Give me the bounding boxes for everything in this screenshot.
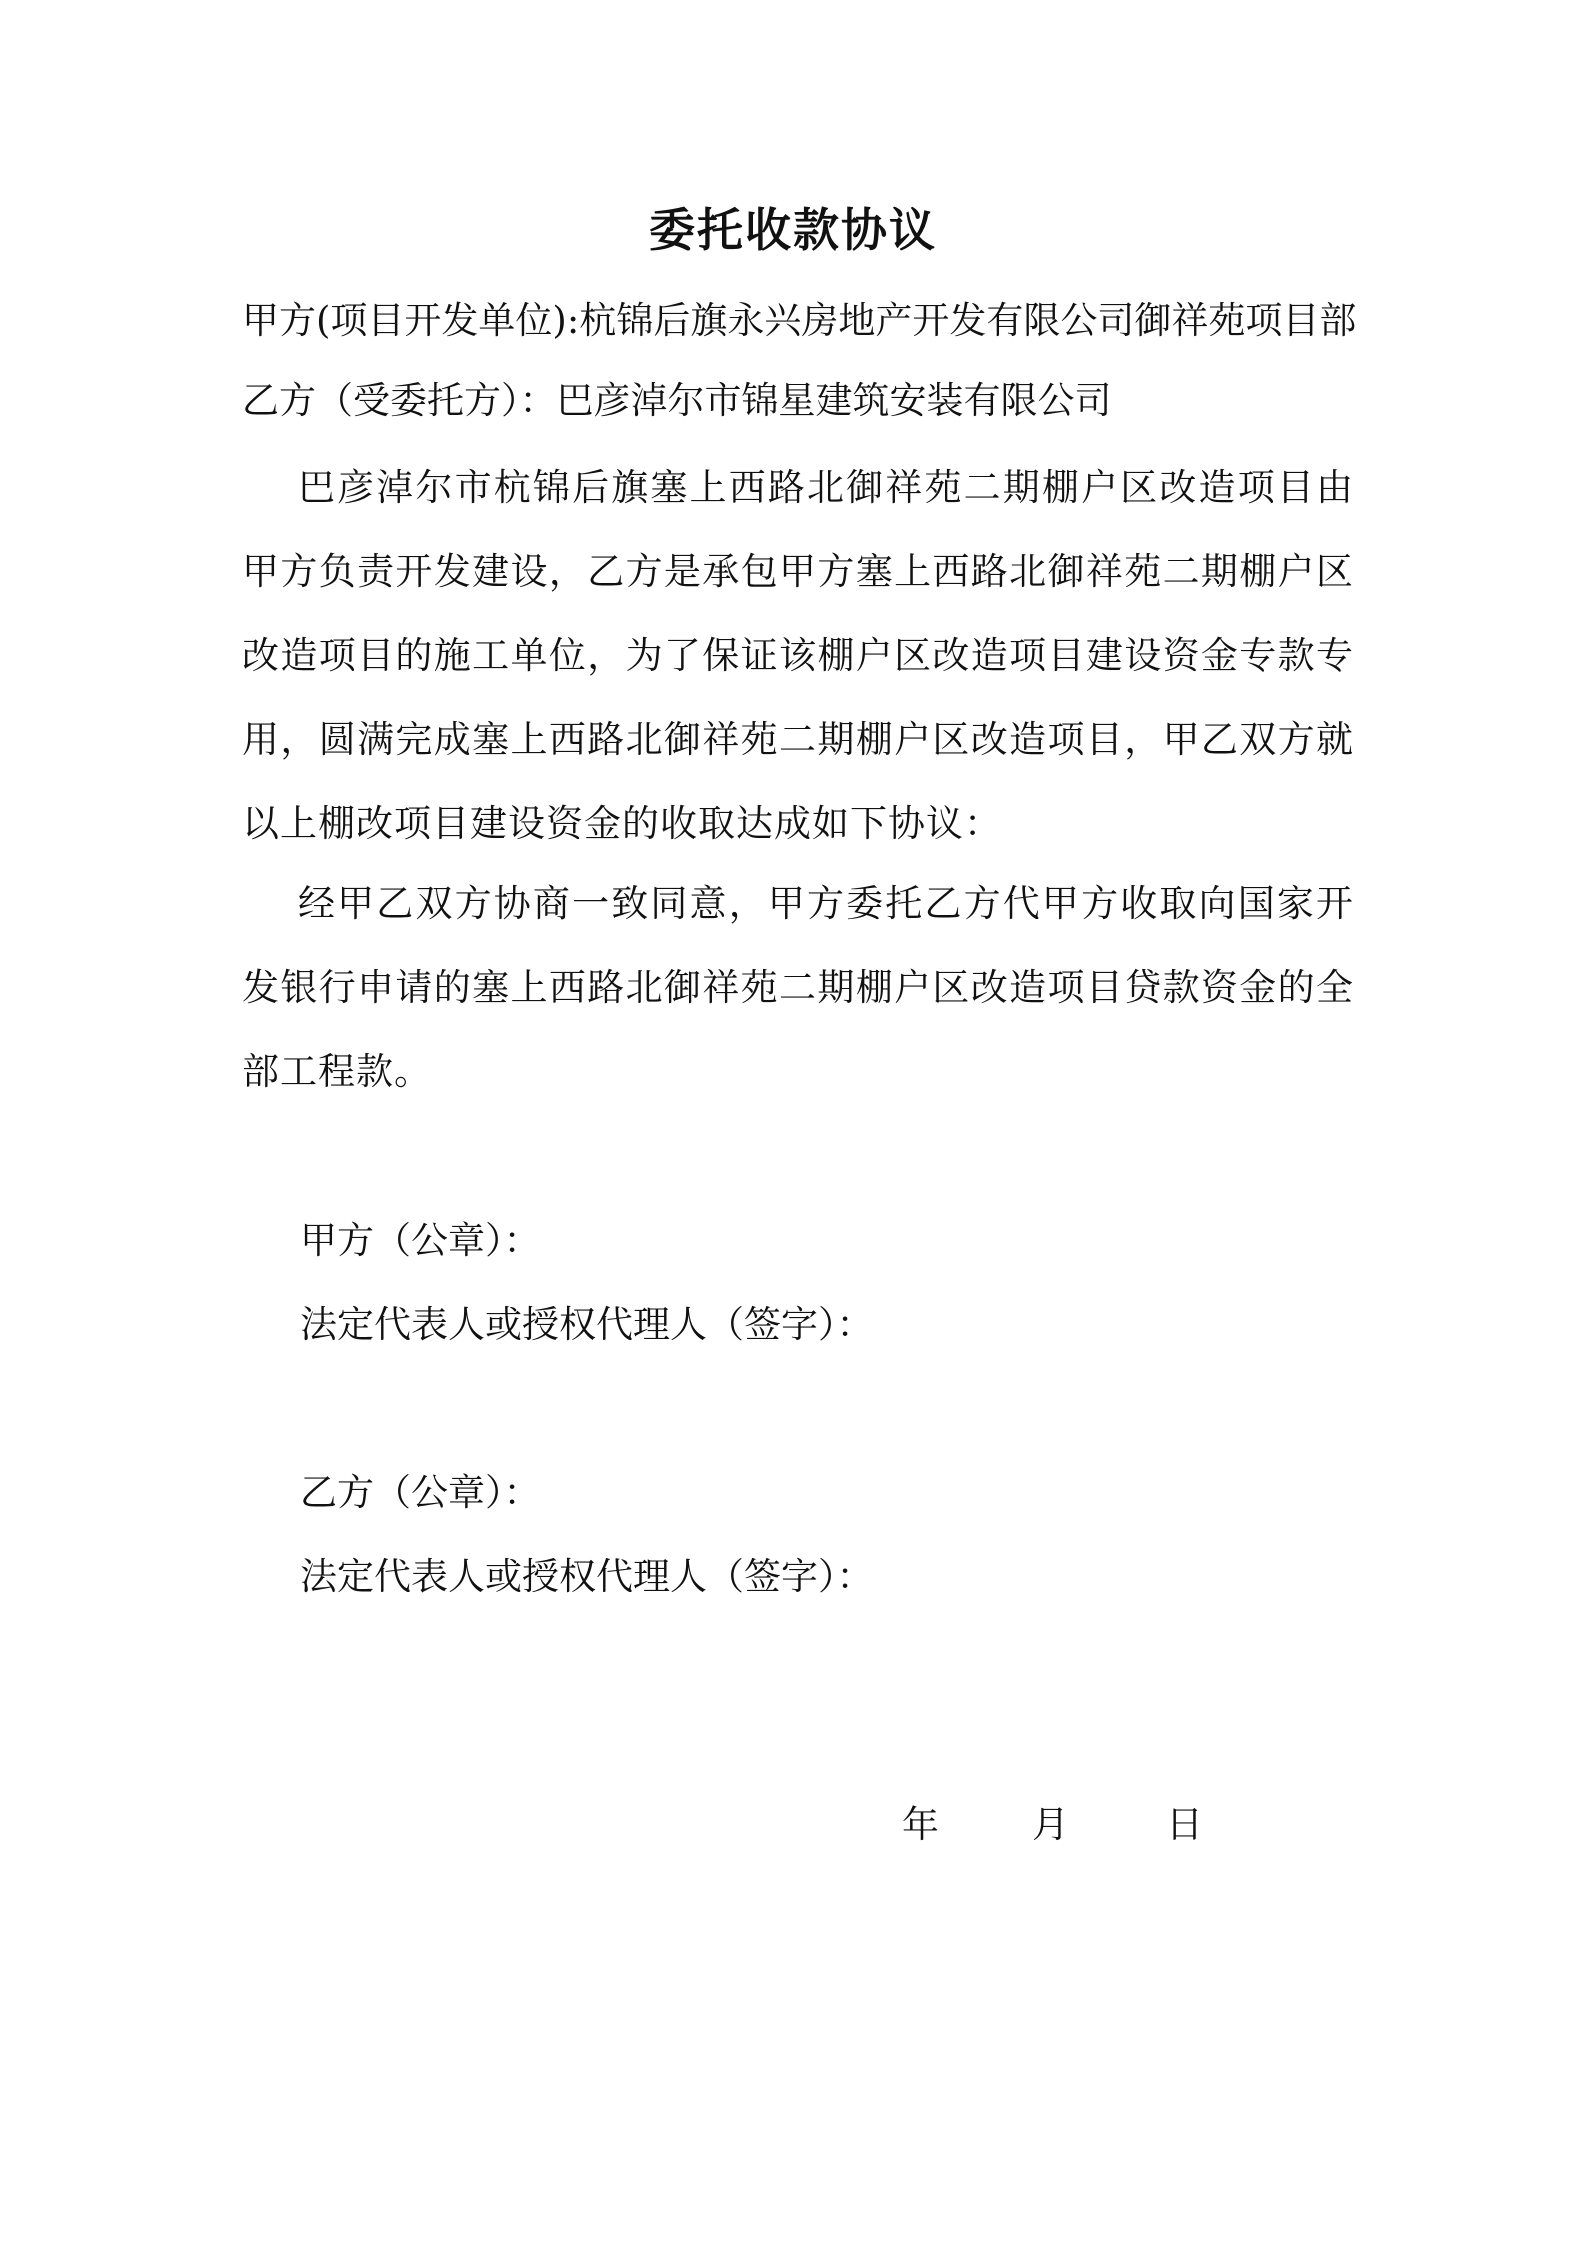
party-b-line: 乙方（受委托方）：巴彦淖尔市锦星建筑安装有限公司 <box>242 379 1112 422</box>
date-month-label: 月 <box>1032 1803 1069 1846</box>
party-a-line: 甲方(项目开发单位):杭锦后旗永兴房地产开发有限公司御祥苑项目部 <box>242 299 1357 342</box>
paragraph-2: 经甲乙双方协商一致同意，甲方委托乙方代甲方收取向国家开发银行申请的塞上西路北御祥苑二期棚户区改造项目贷款资金的全部工程款。 <box>242 882 1354 1093</box>
document-title: 委托收款协议 <box>649 203 937 257</box>
date-day-label: 日 <box>1166 1803 1203 1846</box>
party-a-seal-label: 甲方（公章）： <box>300 1219 541 1262</box>
party-a-rep-label: 法定代表人或授权代理人（签字）： <box>300 1303 874 1346</box>
party-b-rep-label: 法定代表人或授权代理人（签字）： <box>300 1555 874 1598</box>
paragraph-1: 巴彦淖尔市杭锦后旗塞上西路北御祥苑二期棚户区改造项目由甲方负责开发建设，乙方是承包甲方塞上西路北御祥苑二期棚户区改造项目的施工单位，为了保证该棚户区改造项目建设资金专款专用，圆满完成塞上西路北御祥苑二期棚户区改造项目，甲乙双方就以上棚改项目建设资金的收取达成如下协议： <box>242 466 1354 845</box>
party-b-seal-label: 乙方（公章）： <box>300 1471 541 1514</box>
date-year-label: 年 <box>902 1803 939 1846</box>
